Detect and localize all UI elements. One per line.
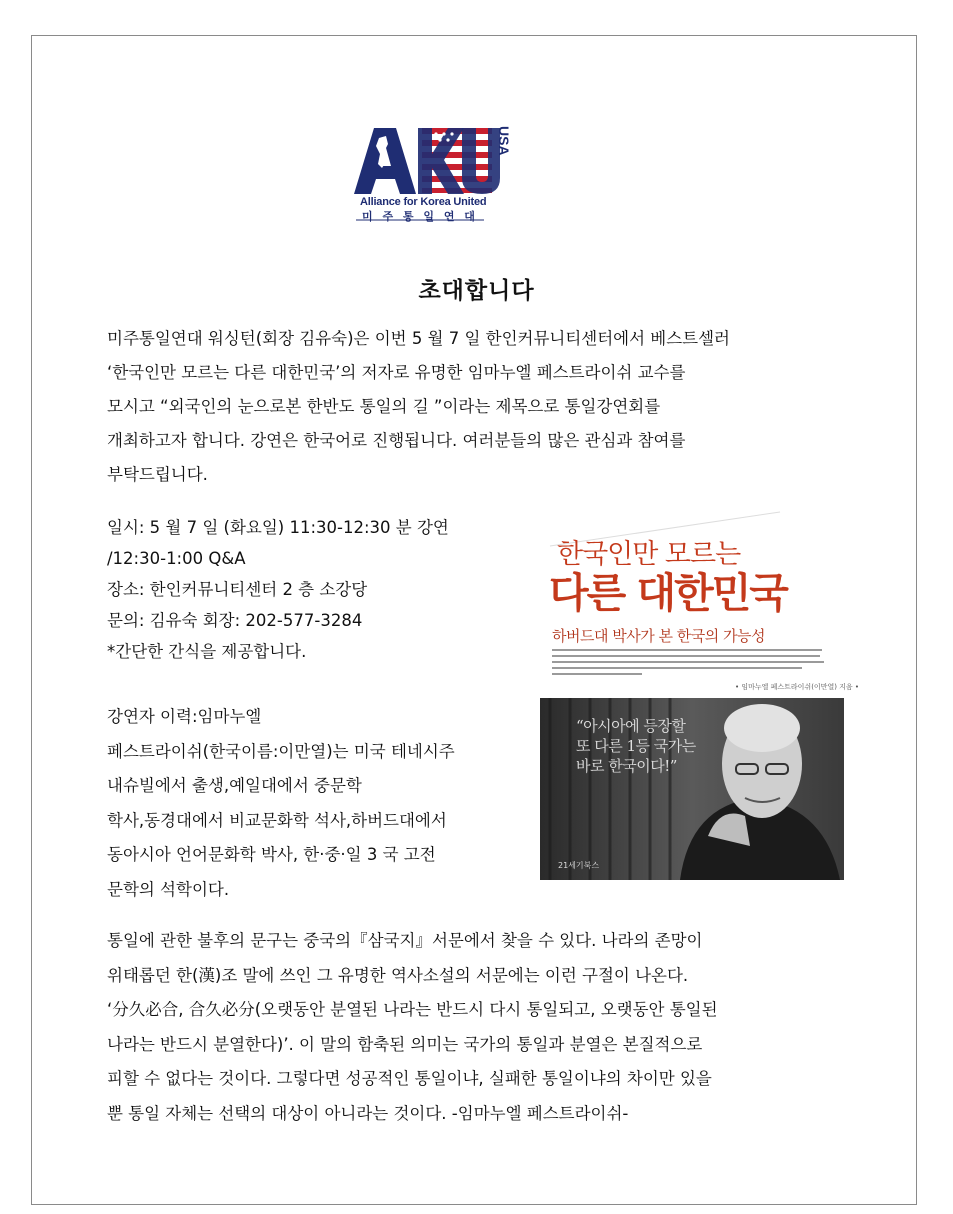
event-details (107, 512, 449, 667)
event-date: 일시: 5 월 7 일 (화요일) 11:30-12:30 분 강연 (107, 518, 449, 537)
bio-line: 내슈빌에서 출생,예일대에서 중문학 (107, 776, 362, 795)
book-quote-line: “아시아에 등장할 (576, 717, 686, 735)
logo-letter-k (418, 128, 464, 194)
book-quote-line: 바로 한국이다!” (576, 757, 677, 775)
intro-line: 개최하고자 합니다. 강연은 한국어로 진행됩니다. 여러분들의 많은 관심과 참여를 (107, 431, 686, 450)
book-title-line2: 다른 대한민국 (549, 569, 787, 617)
intro-line: ‘한국인만 모르는 다른 대한민국’의 저자로 유명한 임마누엘 페스트라이쉬 교수를 (107, 363, 686, 382)
book-quote (576, 716, 696, 776)
bio-line: 동아시아 언어문화학 박사, 한·중·일 3 국 고전 (107, 845, 436, 864)
quote-line: ‘分久必合, 合久必分(오랫동안 분열된 나라는 반드시 다시 통일되고, 오랫동안 통일된 (107, 1000, 718, 1019)
logo-usa (494, 126, 512, 161)
event-location: 장소: 한인커뮤니티센터 2 층 소강당 (107, 580, 368, 599)
unification-quote (107, 924, 718, 1131)
event-refreshments: *간단한 간식을 제공합니다. (107, 642, 307, 661)
bio-line: 문학의 석학이다. (107, 879, 230, 899)
event-qa-time: /12:30-1:00 Q&A (107, 549, 246, 568)
quote-line: 나라는 반드시 분열한다)’. 이 말의 함축된 의미는 국가의 통일과 분열은 본질적으로 (107, 1034, 703, 1054)
bio-line: 강연자 이력:임마누엘 (107, 707, 262, 726)
logo-english-name: Alliance for Korea United (360, 196, 487, 208)
logo-usa-text: USA (496, 126, 512, 156)
logo-korean-name: 미 주 통 일 연 대 (362, 210, 478, 223)
book-subtitle: 하버드대 박사가 본 한국의 가능성 (552, 627, 765, 645)
speaker-bio (107, 700, 455, 907)
quote-line: 통일에 관한 불후의 문구는 중국의『삼국지』서문에서 찾을 수 있다. 나라의 존망이 (107, 931, 703, 950)
book-publisher: 21세기북스 (558, 861, 600, 870)
quote-line: 피할 수 없다는 것이다. 그렇다면 성공적인 통일이냐, 실패한 통일이냐의 차이만 있을 (107, 1069, 712, 1088)
book-author: • 임마누엘 페스트라이쉬(이만열) 지음 • (735, 683, 860, 691)
quote-line: 위태롭던 한(漢)조 말에 쓰인 그 유명한 역사소설의 서문에는 이런 구절이 나온다. (107, 965, 689, 985)
book-quote-line: 또 다른 1등 국가는 (576, 737, 696, 755)
bio-line: 학사,동경대에서 비교문화학 석사,하버드대에서 (107, 810, 447, 830)
bio-line: 페스트라이쉬(한국이름:이만열)는 미국 테네시주 (107, 741, 455, 761)
event-contact: 문의: 김유숙 회장: 202-577-3284 (107, 611, 363, 630)
intro-paragraph (107, 322, 730, 492)
intro-line: 부탁드립니다. (107, 465, 208, 484)
quote-line: 뿐 통일 자체는 선택의 대상이 아니라는 것이다. -임마누엘 페스트라이쉬- (107, 1103, 629, 1123)
intro-line: 모시고 “외국인의 눈으로본 한반도 통일의 길 ”이라는 제목으로 통일강연회를 (107, 397, 661, 416)
intro-line: 미주통일연대 워싱턴(회장 김유숙)은 이번 5 월 7 일 한인커뮤니티센터에서 베스트셀러 (107, 329, 730, 348)
invitation-title: 초대합니다 (418, 278, 535, 304)
book-title-line1: 한국인만 모르는 (557, 539, 741, 570)
